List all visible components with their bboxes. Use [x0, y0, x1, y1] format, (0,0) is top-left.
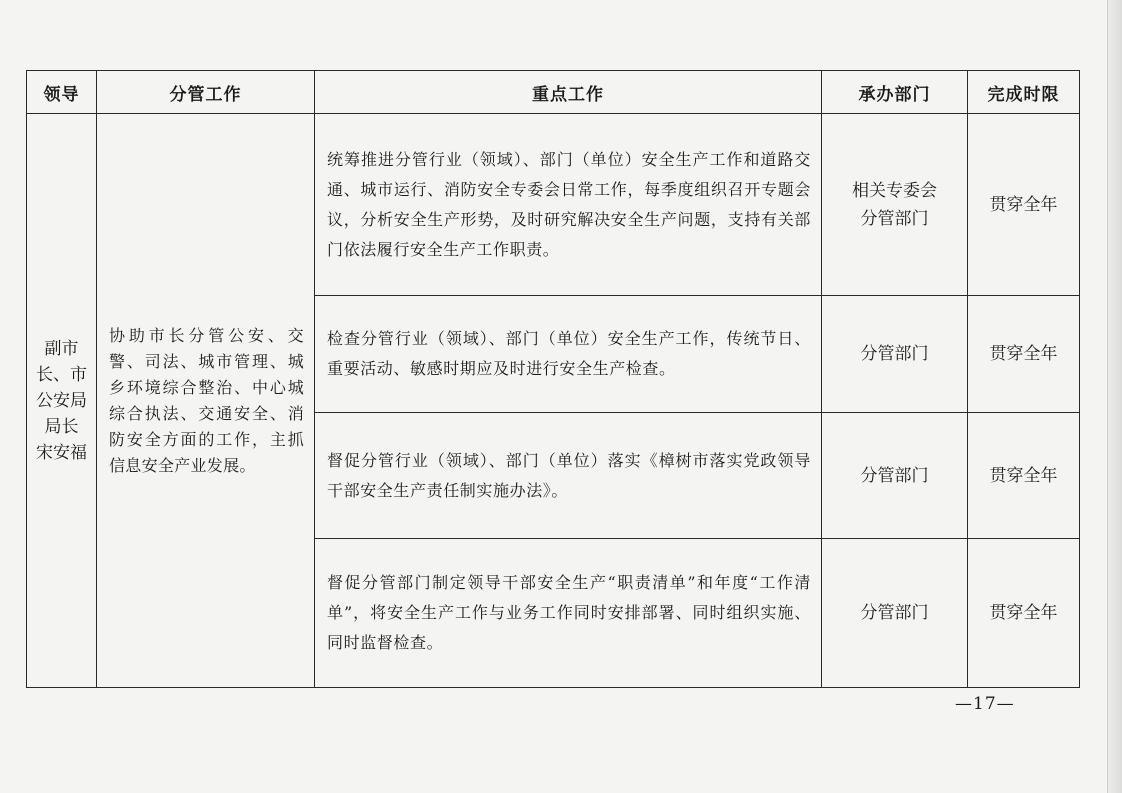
- leader-line: 宋安福: [36, 442, 87, 463]
- leader-line: 公安局: [36, 390, 87, 411]
- header-department: 承办部门: [822, 71, 968, 114]
- duty-cell: 协助市长分管公安、交警、司法、城市管理、城乡环境综合整治、中心城综合执法、交通安全、消防安全方面的工作，主抓信息安全产业发展。: [97, 114, 315, 688]
- header-key-work: 重点工作: [315, 71, 822, 114]
- scan-edge: [1107, 0, 1122, 793]
- department-cell: [822, 114, 968, 296]
- leader-line: 副市: [44, 338, 79, 359]
- department-line: 分管部门: [860, 603, 929, 623]
- department-line: 分管部门: [860, 344, 929, 364]
- page-number: —17—: [955, 694, 1015, 714]
- key-work-cell: 督促分管行业（领域）、部门（单位）落实《樟树市落实党政领导干部安全生产责任制实施办法》。: [315, 413, 822, 539]
- department-line: 分管部门: [860, 465, 929, 486]
- deadline-cell: 贯穿全年: [968, 114, 1080, 296]
- responsibility-table: [26, 70, 1080, 688]
- table-header-row: [27, 71, 1080, 114]
- department-cell: [822, 413, 968, 539]
- leader-line: 局长: [44, 416, 79, 437]
- header-leader: 领导: [27, 71, 97, 114]
- department-cell: [822, 539, 968, 688]
- department-cell: [822, 296, 968, 413]
- header-duty: 分管工作: [97, 71, 315, 114]
- leader-line: 长、市: [36, 364, 87, 385]
- deadline-cell: 贯穿全年: [968, 413, 1080, 539]
- department-line: 分管部门: [860, 208, 929, 229]
- key-work-cell: 统筹推进分管行业（领域）、部门（单位）安全生产工作和道路交通、城市运行、消防安全专委会日常工作，每季度组织召开专题会议，分析安全生产形势，及时研究解决安全生产问题，支持有关部门依法履行安全生产工作职责。: [315, 114, 822, 296]
- leader-cell: [27, 114, 97, 688]
- deadline-cell: 贯穿全年: [968, 539, 1080, 688]
- key-work-cell: 督促分管部门制定领导干部安全生产“职责清单”和年度“工作清单”，将安全生产工作与业务工作同时安排部署、同时组织实施、同时监督检查。: [315, 539, 822, 688]
- deadline-cell: 贯穿全年: [968, 296, 1080, 413]
- table-row: [27, 114, 1080, 296]
- key-work-cell: 检查分管行业（领域）、部门（单位）安全生产工作，传统节日、重要活动、敏感时期应及时进行安全生产检查。: [315, 296, 822, 413]
- department-line: 相关专委会: [852, 180, 937, 201]
- header-deadline: 完成时限: [968, 71, 1080, 114]
